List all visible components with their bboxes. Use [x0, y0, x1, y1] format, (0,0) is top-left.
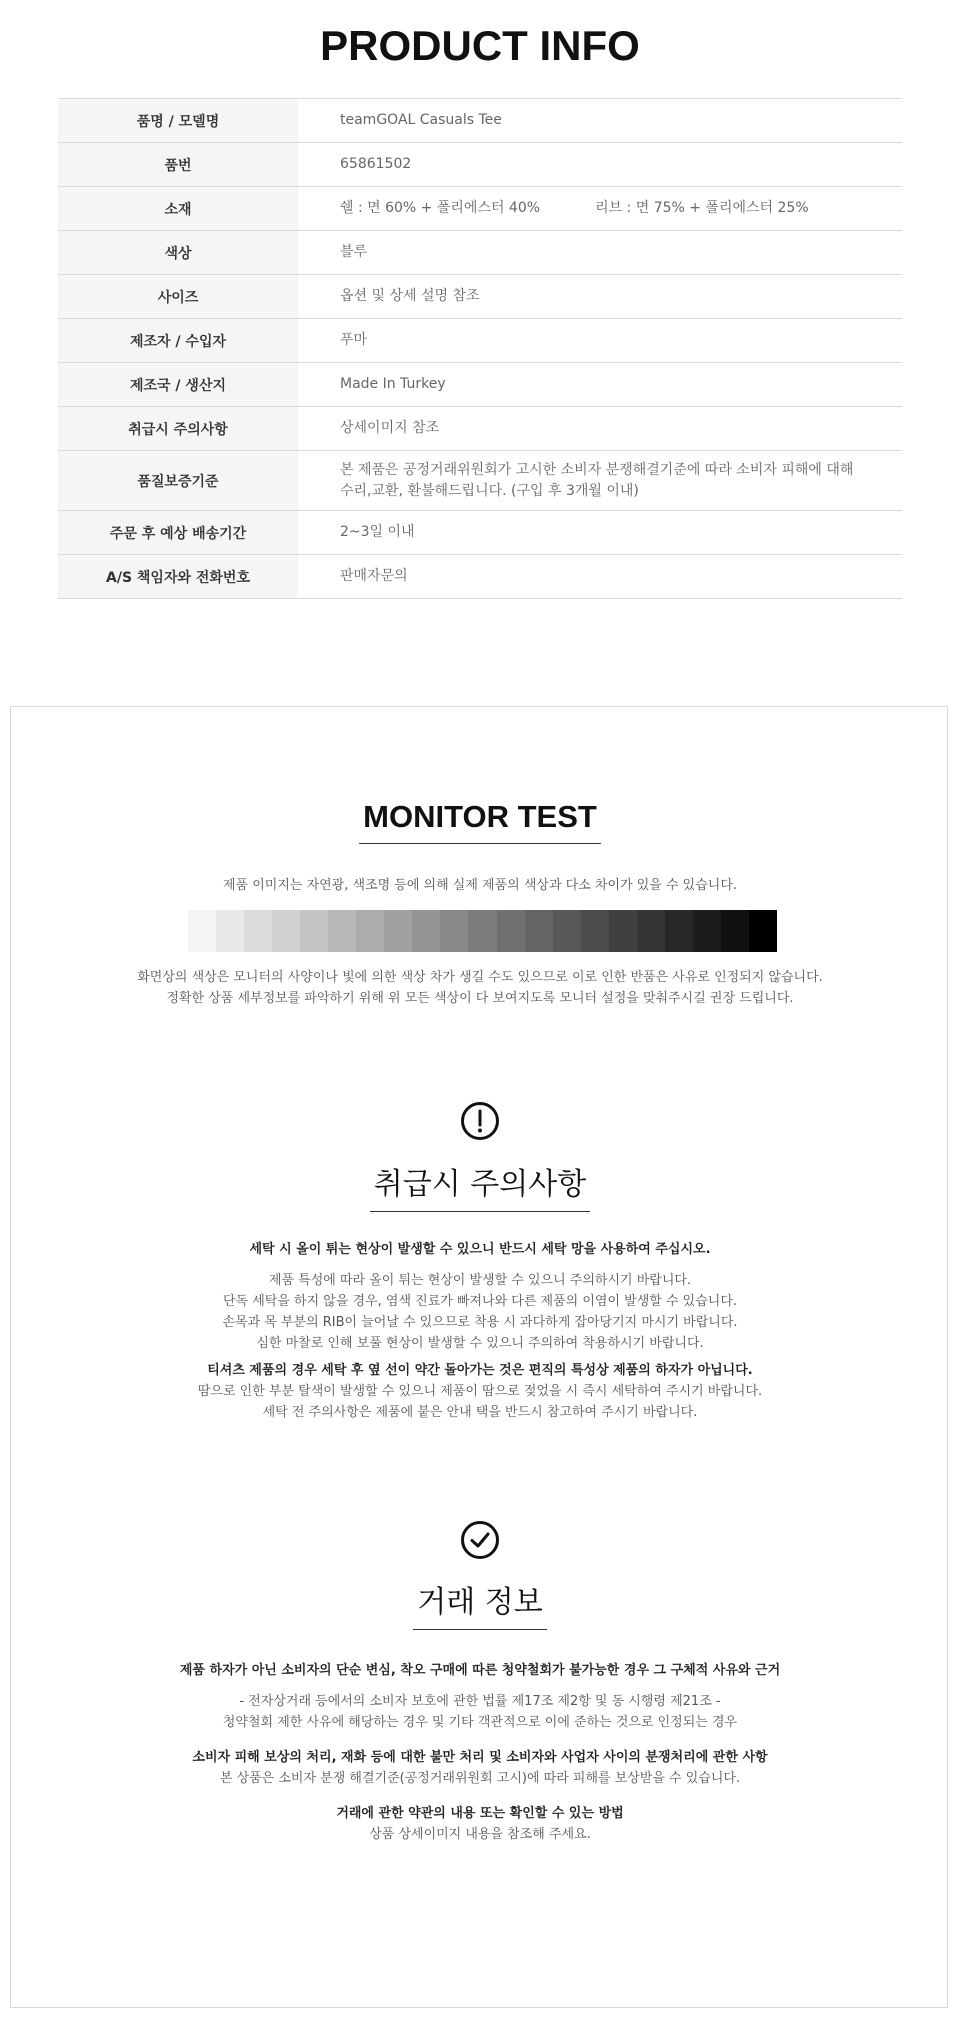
- row-label: 취급시 주의사항: [58, 407, 298, 451]
- gray-swatch-3: [244, 910, 272, 952]
- material-shell: 쉘 : 면 60% + 폴리에스터 40%: [340, 200, 541, 216]
- row-value: 판매자문의: [298, 555, 902, 599]
- trade-notes: [11, 1660, 949, 1845]
- row-value: 블루: [298, 231, 902, 275]
- monitor-note-1: 화면상의 색상은 모니터의 사양이나 빛에 의한 색상 차가 생길 수도 있으므로 이로 인한 반품은 사유로 인정되지 않습니다.: [137, 970, 823, 985]
- care-line: 단독 세탁을 하지 않을 경우, 염색 진료가 빠져나와 다른 제품의 이염이 발생할 수 있습니다.: [222, 1294, 738, 1309]
- trade-title: [11, 1577, 949, 1630]
- row-label: 제조국 / 생산지: [58, 363, 298, 407]
- care-line: 심한 마찰로 인해 보풀 현상이 발생할 수 있으니 주의하여 착용하시기 바랍니다.: [256, 1336, 704, 1351]
- gray-swatch-16: [609, 910, 637, 952]
- gray-swatch-13: [525, 910, 553, 952]
- trade-bold-3: 거래에 관한 약관의 내용 또는 확인할 수 있는 방법: [336, 1806, 624, 1821]
- grayscale-bar: [188, 910, 777, 952]
- gray-swatch-1: [188, 910, 216, 952]
- care-title: [11, 1159, 949, 1212]
- gray-swatch-10: [440, 910, 468, 952]
- product-info-title: PRODUCT INFO: [320, 22, 640, 69]
- care-bold-1: 세탁 시 올이 튀는 현상이 발생할 수 있으니 반드시 세탁 망을 사용하여 주십시오.: [249, 1242, 711, 1257]
- row-value: 푸마: [298, 319, 902, 363]
- table-row: [58, 319, 902, 363]
- gray-swatch-21: [749, 910, 777, 952]
- trade-title-text: 거래 정보: [413, 1577, 546, 1630]
- table-row: [58, 143, 902, 187]
- row-value: 상세이미지 참조: [298, 407, 902, 451]
- warranty-line-2: 수리,교환, 환불해드립니다. (구입 후 3개월 이내): [340, 482, 639, 499]
- gray-swatch-19: [693, 910, 721, 952]
- trade-line: 본 상품은 소비자 분쟁 해결기준(공정거래위원회 고시)에 따라 피해를 보상받을 수 있습니다.: [219, 1771, 741, 1786]
- check-circle-icon: [460, 1520, 500, 1560]
- trade-line: - 전자상거래 등에서의 소비자 보호에 관한 법률 제17조 제2항 및 동 시행령 제21조 -: [239, 1694, 721, 1709]
- warranty-line-1: 본 제품은 공정거래위원회가 고시한 소비자 분쟁해결기준에 따라 소비자 피해에 대해: [340, 461, 854, 478]
- table-row: [58, 231, 902, 275]
- row-value: teamGOAL Casuals Tee: [298, 99, 902, 143]
- care-line: 세탁 전 주의사항은 제품에 붙은 안내 택을 반드시 참고하여 주시기 바랍니다.: [262, 1405, 698, 1420]
- gray-swatch-18: [665, 910, 693, 952]
- gray-swatch-4: [272, 910, 300, 952]
- care-title-text: 취급시 주의사항: [370, 1159, 590, 1212]
- detail-panel: [10, 706, 948, 2008]
- monitor-test-desc: 제품 이미지는 자연광, 색조명 등에 의해 실제 제품의 색상과 다소 차이가 있을 수 있습니다.: [222, 878, 738, 893]
- table-row: [58, 407, 902, 451]
- material-rib: 리브 : 면 75% + 폴리에스터 25%: [595, 200, 809, 216]
- table-row: [58, 363, 902, 407]
- gray-swatch-12: [497, 910, 525, 952]
- gray-swatch-7: [356, 910, 384, 952]
- trade-line: 상품 상세이미지 내용을 참조해 주세요.: [369, 1827, 591, 1842]
- table-row: [58, 555, 902, 599]
- table-row: [58, 187, 902, 231]
- row-value: Made In Turkey: [298, 363, 902, 407]
- gray-swatch-6: [328, 910, 356, 952]
- care-bold-2: 티셔츠 제품의 경우 세탁 후 옆 선이 약간 돌아가는 것은 편직의 특성상 제품의 하자가 아닙니다.: [207, 1363, 753, 1378]
- monitor-note-2: 정확한 상품 세부정보를 파악하기 위해 위 모든 색상이 다 보여지도록 모니터 설정을 맞춰주시길 권장 드립니다.: [166, 991, 794, 1006]
- row-label: A/S 책임자와 전화번호: [58, 555, 298, 599]
- table-row: [58, 511, 902, 555]
- row-label: 주문 후 예상 배송기간: [58, 511, 298, 555]
- row-label: 품번: [58, 143, 298, 187]
- row-label: 소재: [58, 187, 298, 231]
- row-label: 사이즈: [58, 275, 298, 319]
- row-value: [298, 451, 902, 511]
- care-notes: [11, 1239, 949, 1423]
- care-line: 땀으로 인한 부분 탈색이 발생할 수 있으니 제품이 땀으로 젖었을 시 즉시 세탁하여 주시기 바랍니다.: [197, 1384, 763, 1399]
- gray-swatch-8: [384, 910, 412, 952]
- row-value: 옵션 및 상세 설명 참조: [298, 275, 902, 319]
- gray-swatch-20: [721, 910, 749, 952]
- care-line: 손목과 목 부분의 RIB이 늘어날 수 있으므로 착용 시 과다하게 잡아당기지 마시기 바랍니다.: [222, 1315, 738, 1330]
- row-label: 제조자 / 수입자: [58, 319, 298, 363]
- gray-swatch-11: [468, 910, 496, 952]
- trade-bold-2: 소비자 피해 보상의 처리, 재화 등에 대한 불만 처리 및 소비자와 사업자 사이의 분쟁처리에 관한 사항: [192, 1750, 768, 1765]
- row-label: 색상: [58, 231, 298, 275]
- table-row: [58, 451, 902, 511]
- row-label: 품명 / 모델명: [58, 99, 298, 143]
- table-row: [58, 275, 902, 319]
- row-value: [298, 187, 902, 231]
- gray-swatch-5: [300, 910, 328, 952]
- gray-swatch-17: [637, 910, 665, 952]
- product-info-table: [58, 98, 902, 599]
- trade-line: 청약철회 제한 사유에 해당하는 경우 및 기타 객관적으로 이에 준하는 것으로 인정되는 경우: [222, 1715, 738, 1730]
- row-value: 65861502: [298, 143, 902, 187]
- gray-swatch-9: [412, 910, 440, 952]
- care-line: 제품 특성에 따라 올이 튀는 현상이 발생할 수 있으니 주의하시기 바랍니다.: [268, 1273, 692, 1288]
- row-value: 2~3일 이내: [298, 511, 902, 555]
- table-row: [58, 99, 902, 143]
- monitor-test-title-text: MONITOR TEST: [359, 799, 601, 844]
- row-label: 품질보증기준: [58, 451, 298, 511]
- gray-swatch-14: [553, 910, 581, 952]
- monitor-test-title: [11, 799, 949, 844]
- trade-bold-1: 제품 하자가 아닌 소비자의 단순 변심, 착오 구매에 따른 청약철회가 불가능한 경우 그 구체적 사유와 근거: [179, 1663, 781, 1678]
- gray-swatch-2: [216, 910, 244, 952]
- gray-swatch-15: [581, 910, 609, 952]
- exclamation-circle-icon: [460, 1101, 500, 1141]
